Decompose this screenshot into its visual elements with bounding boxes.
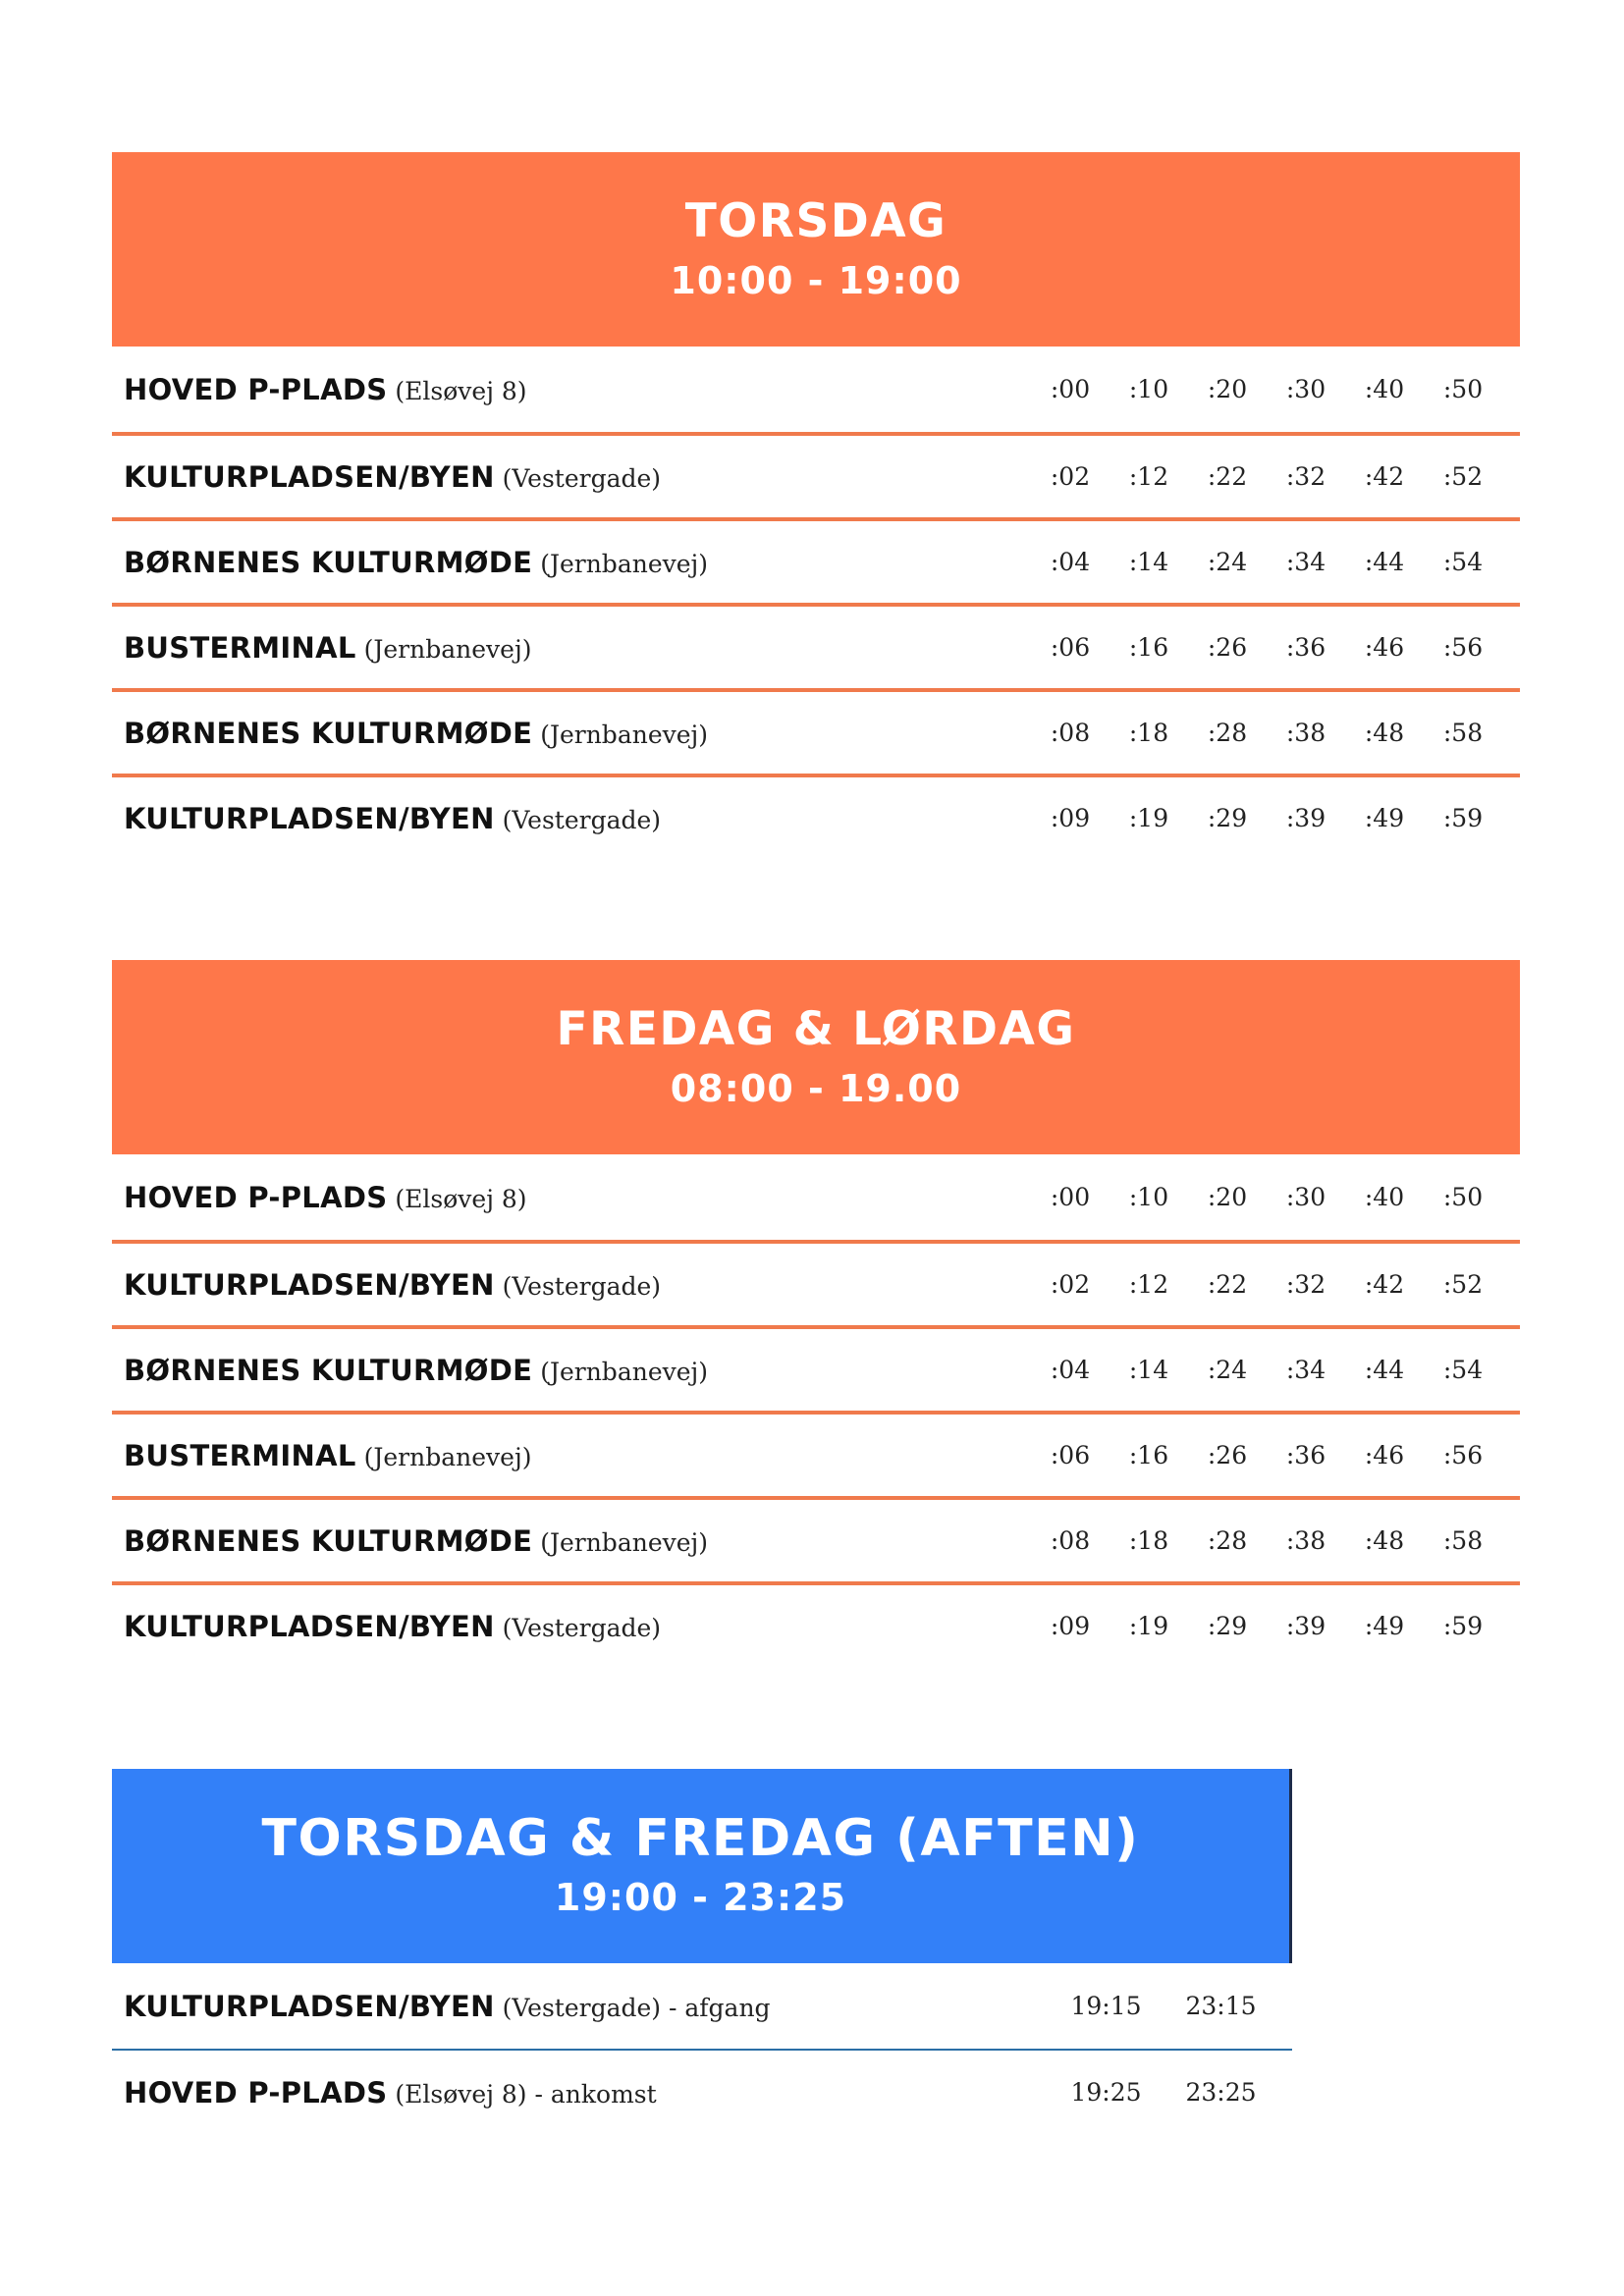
- departure-time: :52: [1442, 462, 1484, 491]
- stop-name: HOVED P-PLADS: [124, 372, 388, 406]
- section-header: [112, 152, 1520, 347]
- section-hours: 10:00 - 19:00: [670, 259, 962, 302]
- departure-time: :56: [1442, 633, 1484, 662]
- section-hours: 08:00 - 19.00: [670, 1067, 962, 1110]
- departure-time: :50: [1442, 375, 1484, 403]
- stop-name: BUSTERMINAL: [124, 1438, 356, 1472]
- stop-row: [112, 1411, 1520, 1496]
- departure-time: :58: [1442, 1526, 1484, 1555]
- section-title: TORSDAG: [684, 194, 947, 248]
- departure-time: :32: [1285, 462, 1326, 491]
- departure-time: :56: [1442, 1441, 1484, 1469]
- stop-row: [112, 1154, 1520, 1240]
- stop-row: [112, 2049, 1292, 2134]
- departure-time: :42: [1364, 462, 1405, 491]
- departure-time: :06: [1050, 1441, 1091, 1469]
- departure-time: :08: [1050, 1526, 1091, 1555]
- stop-address: (Vestergade): [502, 463, 662, 493]
- departure-time: :06: [1050, 633, 1091, 662]
- stop-name: KULTURPLADSEN/BYEN: [124, 801, 495, 835]
- stop-address: (Elsøvej 8): [395, 376, 527, 405]
- departure-time: :09: [1050, 1612, 1091, 1640]
- departure-time: :46: [1364, 633, 1405, 662]
- departure-time: :14: [1128, 1356, 1169, 1384]
- stop-address: (Jernbanevej): [363, 634, 532, 664]
- departure-time: :26: [1207, 1441, 1248, 1469]
- departure-time: :14: [1128, 548, 1169, 576]
- stop-row: [112, 603, 1520, 688]
- departure-time: :02: [1050, 1270, 1091, 1299]
- departure-time: 23:15: [1185, 1992, 1257, 2020]
- departure-time: :02: [1050, 462, 1091, 491]
- stop-row: [112, 1325, 1520, 1411]
- departure-time: :10: [1128, 1183, 1169, 1211]
- stop-name: BØRNENES KULTURMØDE: [124, 545, 533, 579]
- stop-address: (Jernbanevej): [363, 1442, 532, 1471]
- departure-time: :32: [1285, 1270, 1326, 1299]
- departure-time: :08: [1050, 719, 1091, 747]
- stop-name: BØRNENES KULTURMØDE: [124, 1353, 533, 1387]
- stop-row: [112, 432, 1520, 517]
- stop-address: (Vestergade): [502, 1271, 662, 1301]
- stop-address: (Vestergade): [502, 1613, 662, 1642]
- stop-address: (Elsøvej 8) - ankomst: [395, 2079, 657, 2109]
- schedule-section-fredag-lordag: [112, 960, 1520, 1667]
- departure-time: :04: [1050, 1356, 1091, 1384]
- stop-row: [112, 688, 1520, 774]
- departure-time: :12: [1128, 462, 1169, 491]
- departure-time: :54: [1442, 1356, 1484, 1384]
- departure-time: :16: [1128, 633, 1169, 662]
- departure-time: :20: [1207, 375, 1248, 403]
- departure-time: :39: [1285, 1612, 1326, 1640]
- departure-time: :30: [1285, 1183, 1326, 1211]
- arrival-time: 19:25: [1070, 2078, 1142, 2107]
- stop-list: [112, 347, 1520, 859]
- stop-row: [112, 1496, 1520, 1581]
- departure-time: :26: [1207, 633, 1248, 662]
- departure-time: :39: [1285, 804, 1326, 832]
- departure-time: :30: [1285, 375, 1326, 403]
- departure-time: :38: [1285, 1526, 1326, 1555]
- departure-time: :28: [1207, 719, 1248, 747]
- schedule-section-aften: [112, 1769, 1292, 2134]
- departure-time: :48: [1364, 719, 1405, 747]
- stop-row: [112, 1963, 1292, 2049]
- departure-time: :12: [1128, 1270, 1169, 1299]
- departure-time: :42: [1364, 1270, 1405, 1299]
- schedule-section-torsdag: [112, 152, 1520, 859]
- stop-name: BUSTERMINAL: [124, 630, 356, 665]
- stop-row: [112, 1240, 1520, 1325]
- departure-time: :36: [1285, 633, 1326, 662]
- departure-time: :34: [1285, 1356, 1326, 1384]
- section-hours: 19:00 - 23:25: [554, 1876, 847, 1919]
- stop-name: HOVED P-PLADS: [124, 2075, 388, 2109]
- departure-time: :18: [1128, 719, 1169, 747]
- departure-time: 19:15: [1070, 1992, 1142, 2020]
- stop-name: KULTURPLADSEN/BYEN: [124, 1267, 495, 1302]
- departure-time: :04: [1050, 548, 1091, 576]
- stop-name: HOVED P-PLADS: [124, 1180, 388, 1214]
- section-header: [112, 1769, 1292, 1963]
- departure-time: :54: [1442, 548, 1484, 576]
- departure-time: :59: [1442, 1612, 1484, 1640]
- departure-time: :00: [1050, 375, 1091, 403]
- stop-name: KULTURPLADSEN/BYEN: [124, 1989, 495, 2023]
- departure-time: :59: [1442, 804, 1484, 832]
- departure-time: :52: [1442, 1270, 1484, 1299]
- stop-name: BØRNENES KULTURMØDE: [124, 716, 533, 750]
- stop-address: (Jernbanevej): [540, 1527, 709, 1557]
- departure-time: :22: [1207, 462, 1248, 491]
- departure-time: :24: [1207, 1356, 1248, 1384]
- departure-time: :44: [1364, 1356, 1405, 1384]
- stop-list: [112, 1154, 1520, 1667]
- stop-address: (Elsøvej 8): [395, 1184, 527, 1213]
- stop-name: KULTURPLADSEN/BYEN: [124, 459, 495, 494]
- stop-address: (Jernbanevej): [540, 549, 709, 578]
- departure-time: :49: [1364, 804, 1405, 832]
- stop-list: [112, 1963, 1292, 2134]
- departure-time: :10: [1128, 375, 1169, 403]
- departure-time: :36: [1285, 1441, 1326, 1469]
- stop-address: (Vestergade): [502, 805, 662, 834]
- section-title: TORSDAG & FREDAG (AFTEN): [261, 1809, 1140, 1868]
- departure-time: :38: [1285, 719, 1326, 747]
- arrival-time: 23:25: [1185, 2078, 1257, 2107]
- stop-row: [112, 1581, 1520, 1667]
- departure-time: :16: [1128, 1441, 1169, 1469]
- stop-row: [112, 517, 1520, 603]
- departure-time: :40: [1364, 1183, 1405, 1211]
- stop-address: (Jernbanevej): [540, 720, 709, 749]
- departure-time: :44: [1364, 548, 1405, 576]
- departure-time: :46: [1364, 1441, 1405, 1469]
- departure-time: :40: [1364, 375, 1405, 403]
- departure-time: :09: [1050, 804, 1091, 832]
- departure-time: :22: [1207, 1270, 1248, 1299]
- section-header: [112, 960, 1520, 1154]
- departure-time: :19: [1128, 1612, 1169, 1640]
- departure-time: :29: [1207, 1612, 1248, 1640]
- departure-time: :00: [1050, 1183, 1091, 1211]
- departure-time: :34: [1285, 548, 1326, 576]
- departure-time: :49: [1364, 1612, 1405, 1640]
- departure-time: :50: [1442, 1183, 1484, 1211]
- stop-row: [112, 347, 1520, 432]
- stop-address: (Jernbanevej): [540, 1357, 709, 1386]
- stop-name: KULTURPLADSEN/BYEN: [124, 1609, 495, 1643]
- departure-time: :58: [1442, 719, 1484, 747]
- stop-row: [112, 774, 1520, 859]
- section-title: FREDAG & LØRDAG: [556, 1002, 1076, 1056]
- departure-time: :48: [1364, 1526, 1405, 1555]
- departure-time: :20: [1207, 1183, 1248, 1211]
- departure-time: :29: [1207, 804, 1248, 832]
- departure-time: :18: [1128, 1526, 1169, 1555]
- stop-name: BØRNENES KULTURMØDE: [124, 1523, 533, 1558]
- departure-time: :24: [1207, 548, 1248, 576]
- stop-address: (Vestergade) - afgang: [502, 1993, 771, 2022]
- departure-time: :28: [1207, 1526, 1248, 1555]
- departure-time: :19: [1128, 804, 1169, 832]
